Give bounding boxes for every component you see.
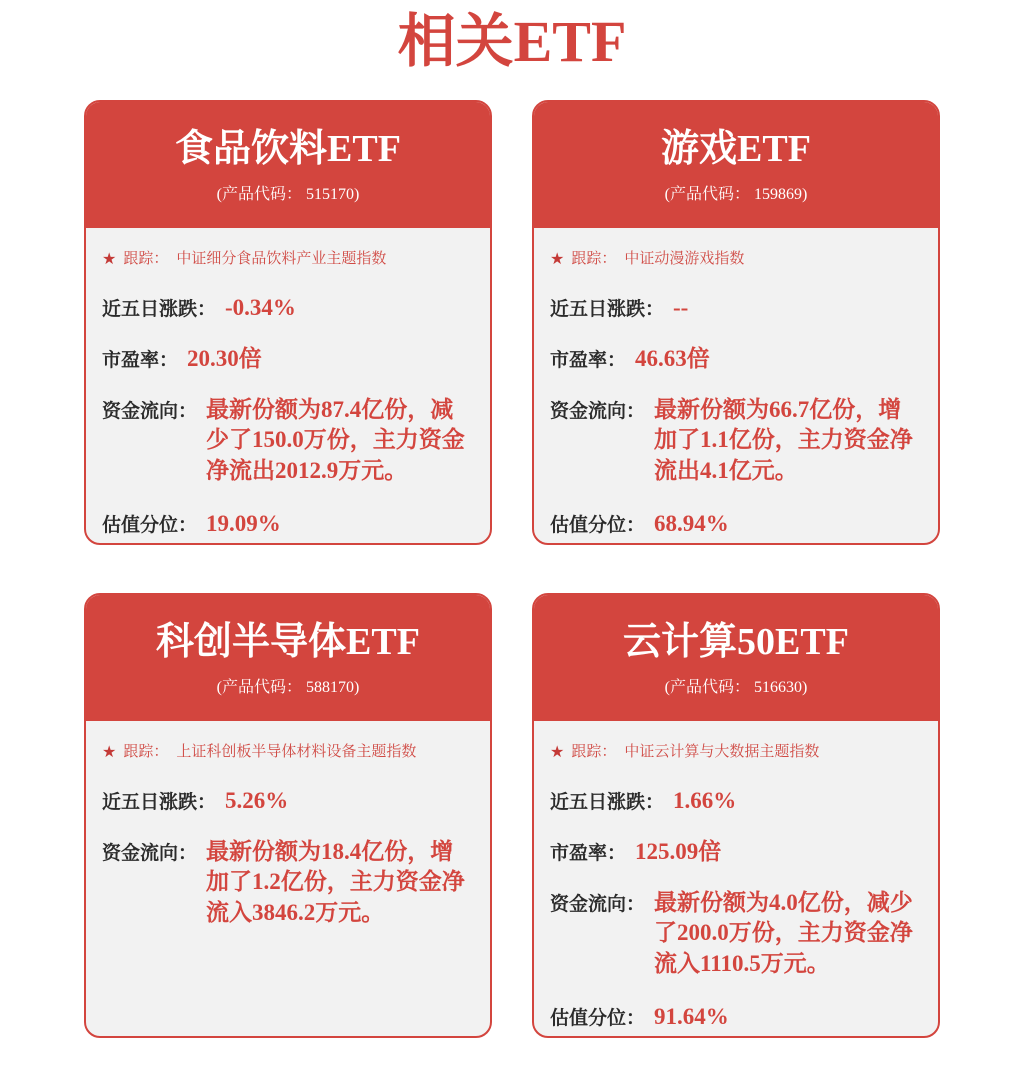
etf-card-body	[534, 228, 938, 545]
metric-row	[102, 509, 472, 539]
etf-name: 食品饮料ETF	[175, 128, 401, 171]
metric-value: 1.66%	[673, 788, 737, 814]
metric-row	[550, 293, 920, 323]
etf-card-body	[86, 228, 490, 545]
track-label: 跟踪：	[123, 250, 169, 268]
metric-value: 20.30倍	[187, 345, 262, 371]
metric-row	[550, 509, 920, 539]
page-title: 相关ETF	[397, 9, 627, 74]
tracked-index-name: 中证动漫游戏指数	[624, 250, 745, 268]
related-etf-infographic	[0, 8, 1024, 1038]
metric-row	[102, 395, 472, 486]
metric-row	[550, 344, 920, 374]
metric-row	[550, 1002, 920, 1032]
etf-card-header	[534, 102, 938, 228]
metric-value: 最新份额为66.7亿份，增加了1.1亿份，主力资金净流出4.1亿元。	[654, 396, 913, 483]
etf-name: 游戏ETF	[661, 128, 811, 171]
etf-product-code: (产品代码： 515170)	[216, 186, 360, 204]
etf-card	[532, 100, 940, 545]
metric-row	[102, 344, 472, 374]
star-icon: ★	[102, 743, 117, 761]
track-label: 跟踪：	[571, 250, 617, 268]
etf-card	[84, 593, 492, 1038]
star-icon: ★	[550, 250, 565, 268]
metric-label: 市盈率：	[550, 842, 627, 864]
metric-row	[550, 786, 920, 816]
etf-cards	[0, 100, 1024, 1038]
etf-product-code: (产品代码： 588170)	[216, 679, 360, 697]
etf-card	[532, 593, 940, 1038]
metric-label: 估值分位：	[550, 1007, 646, 1029]
metric-row	[102, 837, 472, 928]
metric-label: 近五日涨跌：	[550, 299, 665, 321]
metric-label: 估值分位：	[102, 514, 198, 536]
metric-value: --	[673, 295, 689, 321]
metric-label: 市盈率：	[550, 349, 627, 371]
metric-label: 估值分位：	[550, 514, 646, 536]
track-line	[550, 250, 920, 269]
metric-label: 资金流向：	[102, 842, 198, 864]
metric-rows	[550, 293, 920, 539]
track-line	[550, 743, 920, 762]
etf-name: 云计算50ETF	[623, 621, 849, 664]
metric-row	[550, 888, 920, 979]
etf-card-body	[86, 721, 490, 1036]
metric-value: 46.63倍	[635, 345, 710, 371]
tracked-index-name: 中证云计算与大数据主题指数	[624, 743, 820, 761]
metric-value: -0.34%	[225, 295, 296, 321]
track-label: 跟踪：	[571, 743, 617, 761]
metric-label: 近五日涨跌：	[102, 792, 217, 814]
star-icon: ★	[102, 250, 117, 268]
metric-label: 市盈率：	[102, 349, 179, 371]
etf-name: 科创半导体ETF	[156, 621, 420, 664]
metric-rows	[102, 786, 472, 928]
metric-value: 68.94%	[654, 510, 729, 536]
etf-product-code: (产品代码： 516630)	[664, 679, 808, 697]
star-icon: ★	[550, 743, 565, 761]
metric-row	[102, 293, 472, 323]
etf-card	[84, 100, 492, 545]
metric-label: 近五日涨跌：	[550, 792, 665, 814]
tracked-index-name: 中证细分食品饮料产业主题指数	[176, 250, 387, 268]
metric-label: 资金流向：	[550, 400, 646, 422]
metric-rows	[550, 786, 920, 1032]
track-label: 跟踪：	[123, 743, 169, 761]
track-line	[102, 743, 472, 762]
metric-label: 资金流向：	[550, 893, 646, 915]
metric-value: 91.64%	[654, 1003, 729, 1029]
metric-label: 资金流向：	[102, 400, 198, 422]
metric-rows	[102, 293, 472, 539]
metric-label: 近五日涨跌：	[102, 299, 217, 321]
etf-card-header	[86, 595, 490, 721]
metric-value: 19.09%	[206, 510, 281, 536]
track-line	[102, 250, 472, 269]
metric-value: 5.26%	[225, 788, 289, 814]
etf-card-header	[534, 595, 938, 721]
metric-value: 最新份额为4.0亿份，减少了200.0万份，主力资金净流入1110.5万元。	[654, 889, 913, 976]
tracked-index-name: 上证科创板半导体材料设备主题指数	[176, 743, 417, 761]
metric-row	[102, 786, 472, 816]
metric-value: 最新份额为87.4亿份，减少了150.0万份，主力资金净流出2012.9万元。	[206, 396, 465, 483]
etf-card-header	[86, 102, 490, 228]
metric-row	[550, 395, 920, 486]
etf-card-body	[534, 721, 938, 1038]
metric-value: 125.09倍	[635, 838, 722, 864]
metric-value: 最新份额为18.4亿份，增加了1.2亿份，主力资金净流入3846.2万元。	[206, 838, 465, 925]
etf-product-code: (产品代码： 159869)	[664, 186, 808, 204]
metric-row	[550, 837, 920, 867]
